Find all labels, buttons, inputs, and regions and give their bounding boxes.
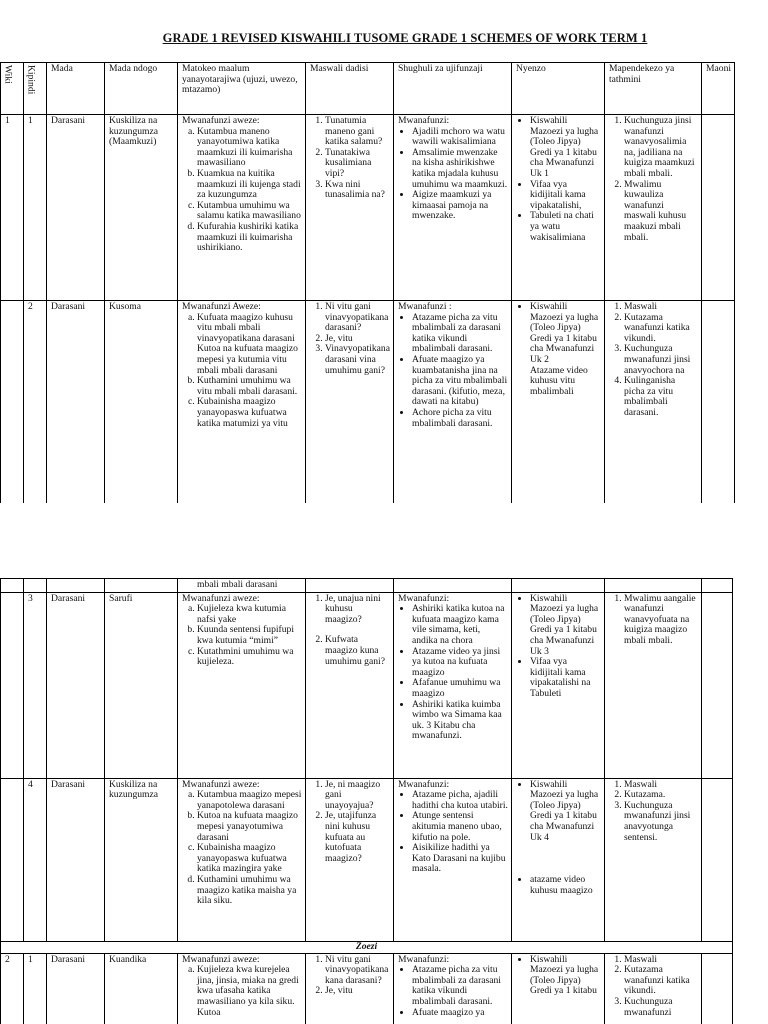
list-item: • Ashiriki katika kuimba wimbo wa Simama kaa uk. 3 Kitabu cha mwanafunzi.: [412, 700, 508, 742]
table-row: [1, 301, 735, 504]
list-item: d. Kuthamini umuhimu wa maagizo katika maisha ya kila siku.: [197, 875, 302, 907]
scheme-table: [0, 62, 735, 503]
cell-maswali: [306, 778, 394, 941]
matokeo-list: [182, 965, 302, 1018]
shughuli-lead: Mwanafunzi:: [398, 115, 450, 126]
cell-matokeo: [178, 115, 306, 301]
cell-wiki: [1, 301, 24, 504]
cell-kipindi: 3: [24, 592, 47, 778]
header-wiki: Wiki: [1, 63, 24, 115]
cell-mada: Darasani: [47, 778, 105, 941]
list-item: d. Kufurahia kushiriki katika maamkuzi ili kuimarisha ushirikiano.: [197, 222, 302, 254]
shughuli-list: [398, 965, 508, 1018]
zoezi-row: [1, 941, 733, 953]
list-item: • Atazame picha za vitu mbalimbali za darasani katika vikundi mbalimbali darasani.: [412, 965, 508, 1007]
cell-matokeo: [178, 953, 306, 1024]
header-mada-ndogo: Mada ndogo: [105, 63, 178, 115]
list-item: a. Kutambua maagizo mepesi yanapotolewa darasani: [197, 790, 302, 811]
list-item: 2. Kutazama wanafunzi katika vikundi.: [624, 313, 698, 345]
list-item: b. Kuunda sentensi fupifupi kwa kutumia “mimi”: [197, 625, 302, 646]
tathmini-list: [609, 302, 698, 419]
list-item: 1. Maswali: [624, 955, 698, 966]
list-item: 3. Vinavyopatikana darasani vina umuhimu gani?: [325, 344, 390, 376]
list-item: • Aigize maamkuzi ya kimaasai pamoja na mwenzake.: [412, 190, 508, 222]
cell-maswali: [306, 301, 394, 504]
scheme-table-part-2: [0, 578, 768, 1024]
cell-maswali: [306, 115, 394, 301]
list-item: b. Kuthamini umuhimu wa vitu mbali mbali darasani.: [197, 376, 302, 397]
nyenzo-extra: Atazame video kuhusu vitu mbalimbali: [530, 364, 588, 397]
matokeo-lead: Mwanafunzi aweze:: [182, 953, 260, 965]
list-item: 4. Kulinganisha picha za vitu mbalimbali darasani.: [624, 376, 698, 418]
shughuli-lead: Mwanafunzi:: [398, 953, 450, 965]
cell-tathmini: [605, 592, 702, 778]
maswali-list: [310, 302, 390, 376]
cell-tathmini: [605, 953, 702, 1024]
cell-maoni: [702, 592, 733, 778]
list-item: • Achore picha za vitu mbalimbali darasani.: [412, 408, 508, 429]
cell-mada: Darasani: [47, 592, 105, 778]
list-item: a. Kufuata maagizo kuhusu vitu mbali mbali vinavyopatikana darasani Kutoa na kufuata maagizo mepesi ya kutumia vitu mbali mbali darasani: [197, 313, 302, 377]
cell-mada: Darasani: [47, 301, 105, 504]
list-item: 2. Je, utajifunza nini kuhusu kufuata au kutofuata maagizo?: [325, 811, 390, 864]
list-item: 1. Maswali: [624, 302, 698, 313]
list-item: 1. Ni vitu gani vinavyopatikana darasani?: [325, 302, 390, 334]
list-item: • Aisikilize hadithi ya Kato Darasani na kujibu masala.: [412, 843, 508, 875]
shughuli-lead: Mwanafunzi:: [398, 592, 450, 604]
cell-matokeo: [178, 301, 306, 504]
cell-wiki: 2: [1, 953, 24, 1024]
list-item: • Tabuleti na chati ya watu wakisalimiana: [530, 211, 601, 243]
header-matokeo: Matokeo maalum yanayotarajiwa (ujuzi, uwezo, mtazamo): [178, 63, 306, 115]
shughuli-lead: Mwanafunzi:: [398, 778, 450, 790]
list-item: 2. Kufwata maagizo kuna umuhimu gani?: [325, 635, 390, 667]
continuation-text: mbali mbali darasani: [178, 579, 306, 593]
cell-kipindi: 2: [24, 301, 47, 504]
matokeo-list: [182, 127, 302, 254]
list-item: • Kiswahili Mazoezi ya lugha (Toleo Jipya) Gredi ya 1 kitabu cha Mwanafunzi Uk 2: [530, 302, 601, 366]
list-item: 1. Kuchunguza jinsi wanafunzi wanavyosalimia na, jadiliana na kuigiza maamkuzi mbali mbali.: [624, 116, 698, 180]
list-item: a. Kujieleza kwa kurejelea jina, jinsia, miaka na gredi kwa ufasaha katika mawasiliano ya kila siku. Kutoa: [197, 965, 302, 1018]
list-item: 1. Je, ni maagizo gani unayoyajua?: [325, 780, 390, 812]
list-item: • Vifaa vya kidijitali kama vipakatalishi na Tabuleti: [530, 657, 601, 699]
cell-shughuli: [394, 115, 512, 301]
list-item: 2. Kutazama wanafunzi katika vikundi.: [624, 965, 698, 997]
tathmini-list: [609, 780, 698, 844]
cell-maoni: [702, 953, 733, 1024]
cell-shughuli: [394, 953, 512, 1024]
cell-mada-ndogo: Kuskiliza na kuzungumza (Maamkuzi): [105, 115, 178, 301]
cell-maswali: [306, 953, 394, 1024]
shughuli-list: [398, 313, 508, 430]
matokeo-list: [182, 604, 302, 668]
cell-mada-ndogo: Kuandika: [105, 953, 178, 1024]
scheme-table-continued: [0, 578, 733, 1024]
list-item: • Amsalimie mwenzake na kisha ashirikishwe katika mjadala kuhusu umuhimu wa maamkuzi.: [412, 148, 508, 190]
header-row: [1, 63, 735, 115]
cell-kipindi: 1: [24, 953, 47, 1024]
list-item: 2. Tunatakiwa kusalimiana vipi?: [325, 148, 390, 180]
header-mada: Mada: [47, 63, 105, 115]
cell-shughuli: [394, 592, 512, 778]
matokeo-lead: Mwanafunzi aweze:: [182, 592, 260, 604]
tathmini-list: [609, 116, 698, 243]
nyenzo-list: [516, 302, 601, 366]
cell-kipindi: 4: [24, 778, 47, 941]
maswali-list: [310, 594, 390, 668]
list-item: a. Kujieleza kwa kutumia nafsi yake: [197, 604, 302, 625]
cell-mada-ndogo: Kusoma: [105, 301, 178, 504]
nyenzo-list: [516, 780, 601, 897]
cell-mada-ndogo: Sarufi: [105, 592, 178, 778]
table-row: [1, 778, 733, 941]
cell-nyenzo: [512, 592, 605, 778]
list-item: c. Kutambua umuhimu wa salamu katika mawasiliano: [197, 201, 302, 222]
table-row: [1, 115, 735, 301]
list-item: 2. Kutazama.: [624, 790, 698, 801]
list-item: 2. Mwalimu kuwauliza wanafunzi maswali kuhusu maakuzi mbali mbali.: [624, 180, 698, 244]
maswali-list: [310, 955, 390, 997]
list-item: • Kiswahili Mazoezi ya lugha (Toleo Jipya) Gredi ya 1 kitabu cha Mwanafunzi Uk 4: [530, 780, 601, 844]
cell-nyenzo: [512, 115, 605, 301]
cell-shughuli: [394, 778, 512, 941]
nyenzo-list: [516, 955, 601, 997]
list-item: • Afuate maagizo ya: [412, 1008, 508, 1019]
list-item: c. Kubainisha maagizo yanayopaswa kufuatwa katika matumizi ya vitu: [197, 397, 302, 429]
list-item: • Afuate maagizo ya kuambatanisha jina na picha za vitu mbalimbali darasani. (kifutio, meza, dawati na kitabu): [412, 355, 508, 408]
matokeo-lead: Mwanafunzi aweze:: [182, 115, 260, 126]
list-item: • Afafanue umuhimu wa maagizo: [412, 678, 508, 699]
cell-tathmini: [605, 115, 702, 301]
tathmini-list: [609, 594, 698, 647]
maswali-list: [310, 116, 390, 201]
cell-wiki: [1, 778, 24, 941]
list-item: 2. Je, vitu: [325, 334, 390, 345]
matokeo-list: [182, 313, 302, 430]
cell-maoni: [702, 301, 735, 504]
shughuli-list: [398, 127, 508, 222]
shughuli-list: [398, 790, 508, 875]
cell-nyenzo: [512, 953, 605, 1024]
list-item: • Atazame picha za vitu mbalimbali za darasani katika vikundi mbalimbali darasani.: [412, 313, 508, 355]
scheme-table-part-1: [0, 62, 768, 503]
zoezi-label: Zoezi: [1, 941, 733, 953]
list-item: 2. Je, vitu: [325, 986, 390, 997]
header-kipindi: Kipindi: [24, 63, 47, 115]
cell-matokeo: [178, 778, 306, 941]
list-item: • Atazame video ya jinsi ya kutoa na kufuata maagizo: [412, 647, 508, 679]
continuation-row: [1, 579, 733, 593]
cell-mada: Darasani: [47, 953, 105, 1024]
list-item: • atazame video kuhusu maagizo: [530, 875, 601, 896]
header-maoni: Maoni: [702, 63, 735, 115]
page-title: GRADE 1 REVISED KISWAHILI TUSOME GRADE 1 SCHEMES OF WORK TERM 1: [162, 31, 648, 45]
cell-wiki: [1, 592, 24, 778]
nyenzo-list: [516, 116, 601, 243]
table-row: [1, 592, 733, 778]
list-item: • Kiswahili Mazoezi ya lugha (Toleo Jipya) Gredi ya 1 kitabu cha Mwanafunzi Uk 3: [530, 594, 601, 658]
list-item: 1. Tunatumia maneno gani katika salamu?: [325, 116, 390, 148]
list-item: c. Kubainisha maagizo yanayopaswa kufuatwa katika mazingira yake: [197, 843, 302, 875]
tathmini-list: [609, 955, 698, 1019]
cell-wiki: 1: [1, 115, 24, 301]
list-item: • Ajadili mchoro wa watu wawili wakisalimiana: [412, 127, 508, 148]
matokeo-list: [182, 790, 302, 907]
cell-shughuli: [394, 301, 512, 504]
shughuli-lead: Mwanafunzi :: [398, 301, 452, 312]
list-item: • Kiswahili Mazoezi ya lugha (Toleo Jipya) Gredi ya 1 kitabu cha Mwanafunzi Uk 1: [530, 116, 601, 180]
shughuli-list: [398, 604, 508, 742]
nyenzo-list: [516, 594, 601, 700]
header-tathmini: Mapendekezo ya tathmini: [605, 63, 702, 115]
list-item: 3. Kuchunguza mwanafunzi jinsi anavyotunga sentensi.: [624, 801, 698, 843]
header-shughuli: Shughuli za ujifunzaji: [394, 63, 512, 115]
list-item: 3. Kwa nini tunasalimia na?: [325, 180, 390, 201]
list-item: • Ashiriki katika kutoa na kufuata maagizo kama vile simama, keti, andika na chora: [412, 604, 508, 646]
list-item: • Atunge sentensi akitumia maneno ubao, kifutio na pole.: [412, 811, 508, 843]
list-item: 1. Mwalimu aangalie wanafunzi wanavyofuata na kuigiza maagizo mbali mbali.: [624, 594, 698, 647]
cell-tathmini: [605, 778, 702, 941]
cell-mada-ndogo: Kuskiliza na kuzungumza: [105, 778, 178, 941]
list-item: b. Kutoa na kufuata maagizo mepesi yanayotumiwa darasani: [197, 811, 302, 843]
matokeo-lead: Mwanafunzi Aweze:: [182, 301, 261, 312]
cell-tathmini: [605, 301, 702, 504]
list-item: c. Kutathmini umuhimu wa kujieleza.: [197, 647, 302, 668]
list-item: 3. Kuchunguza mwanafunzi jinsi anavyochora na: [624, 344, 698, 376]
maswali-list: [310, 780, 390, 865]
cell-nyenzo: [512, 301, 605, 504]
cell-matokeo: [178, 592, 306, 778]
cell-maswali: [306, 592, 394, 778]
cell-maoni: [702, 115, 735, 301]
list-item: 3. Kuchunguza mwanafunzi: [624, 997, 698, 1018]
cell-maoni: [702, 778, 733, 941]
list-item: • Kiswahili Mazoezi ya lugha (Toleo Jipya) Gredi ya 1 kitabu: [530, 955, 601, 997]
table-row: [1, 953, 733, 1024]
cell-mada: Darasani: [47, 115, 105, 301]
list-item: 1. Maswali: [624, 780, 698, 791]
list-item: b. Kuamkua na kuitika maamkuzi ili kujenga stadi za kuzungumza: [197, 169, 302, 201]
cell-nyenzo: [512, 778, 605, 941]
cell-kipindi: 1: [24, 115, 47, 301]
list-item: 1. Ni vitu gani vinavyopatikana kana darasani?: [325, 955, 390, 987]
matokeo-lead: Mwanafunzi aweze:: [182, 778, 260, 790]
list-item: 1. Je, unajua nini kuhusu maagizo?: [325, 594, 390, 626]
list-item: • Atazame picha, ajadili hadithi cha kutoa utabiri.: [412, 790, 508, 811]
list-item: a. Kutambua maneno yanayotumiwa katika maamkuzi ili kuimarisha mawasiliano: [197, 127, 302, 169]
header-nyenzo: Nyenzo: [512, 63, 605, 115]
list-item: • Vifaa vya kidijitali kama vipakatalishi,: [530, 180, 601, 212]
header-maswali: Maswali dadisi: [306, 63, 394, 115]
